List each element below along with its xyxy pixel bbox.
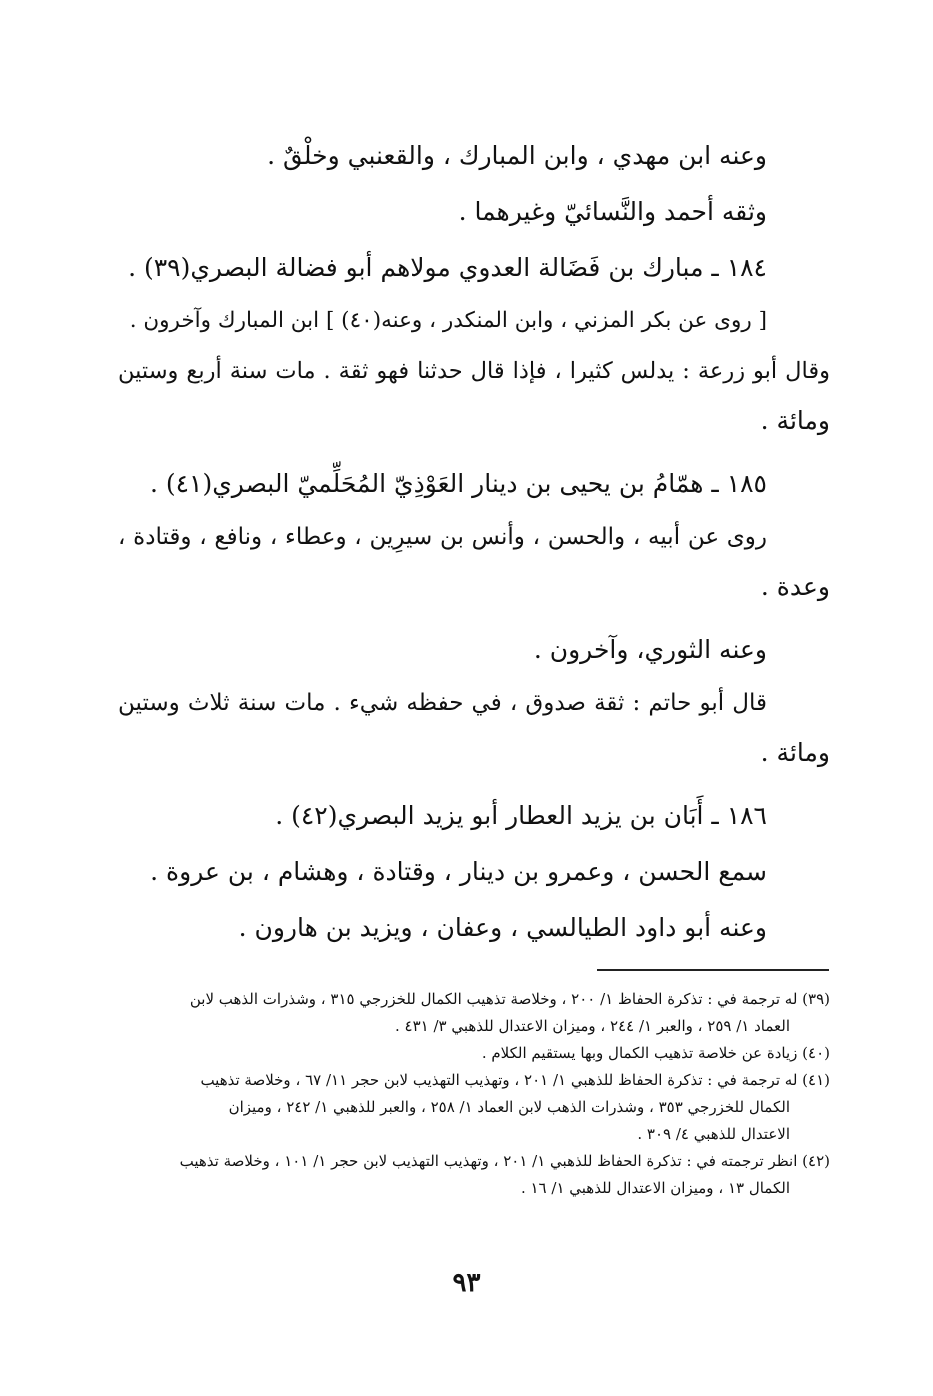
text-line: وعنه أبو داود الطيالسي ، وعفان ، ويزيد بن هارون .	[238, 913, 767, 942]
footnote-42-cont: الكمال ١٣ ، وميزان الاعتدال للذهبي ١/ ١٦ .	[520, 1179, 790, 1197]
text-line: [ روى عن بكر المزني ، وابن المنكدر ، وعنه(٤٠) ] ابن المبارك وآخرون .	[129, 308, 767, 333]
text-line: وقال أبو زرعة : يدلس كثيرا ، فإذا قال حدثنا فهو ثقة . مات سنة أربع وستين	[118, 358, 830, 384]
text-line: قال أبو حاتم : ثقة صدوق ، في حفظه شيء . مات سنة ثلاث وستين	[118, 690, 767, 716]
entry-heading-185: ١٨٥ ـ همّامُ بن يحيى بن دينار العَوْذِيّ المُحَلِّميّ البصري(٤١) .	[149, 469, 767, 498]
page-number: ٩٣	[452, 1268, 481, 1298]
footnote-42: (٤٢) انظر ترجمته في : تذكرة الحفاظ للذهبي ١/ ٢٠١ ، وتهذيب التهذيب لابن حجر ١/ ١٠١ ، وخلاصة تذهيب	[179, 1152, 830, 1170]
text-line: وثقه أحمد والنَّسائيّ وغيرهما .	[458, 197, 767, 226]
footnote-39: (٣٩) له ترجمة في : تذكرة الحفاظ ١/ ٢٠٠ ، وخلاصة تذهيب الكمال للخزرجي ٣١٥ ، وشذرات الذهب لابن	[189, 990, 830, 1008]
footnote-39-cont: العماد ١/ ٢٥٩ ، والعبر ١/ ٢٤٤ ، وميزان الاعتدال للذهبي ٣/ ٤٣١ .	[394, 1017, 790, 1035]
footnote-41-cont: الكمال للخزرجي ٣٥٣ ، وشذرات الذهب لابن العماد ١/ ٢٥٨ ، والعبر للذهبي ١/ ٢٤٢ ، وميزان	[228, 1098, 790, 1116]
text-line: ومائة .	[760, 738, 830, 767]
footnotes	[118, 986, 830, 1202]
text-line: وعنه الثوري، وآخرون .	[533, 635, 767, 664]
main-text	[118, 128, 830, 956]
footnote-41-cont: الاعتدال للذهبي ٤/ ٣٠٩ .	[637, 1125, 790, 1143]
text-line: سمع الحسن ، وعمرو بن دينار ، وقتادة ، وهشام ، بن عروة .	[150, 857, 767, 886]
text-line: ومائة .	[760, 406, 830, 435]
entry-heading-186: ١٨٦ ـ أَبَان بن يزيد العطار أبو يزيد البصري(٤٢) .	[275, 801, 767, 830]
footnote-41: (٤١) له ترجمة في : تذكرة الحفاظ للذهبي ١/ ٢٠١ ، وتهذيب التهذيب لابن حجر ١١/ ٦٧ ، وخلاصة تذهيب	[200, 1071, 830, 1089]
entry-heading-184: ١٨٤ ـ مبارك بن فَضَالة العدوي مولاهم أبو فضالة البصري(٣٩) .	[128, 253, 767, 282]
text-line: روى عن أبيه ، والحسن ، وأنس بن سيرِين ، وعطاء ، ونافع ، وقتادة ،	[118, 524, 767, 550]
footnote-40: (٤٠) زيادة عن خلاصة تذهيب الكمال وبها يستقيم الكلام .	[481, 1044, 830, 1062]
text-line: وعنه ابن مهدي ، وابن المبارك ، والقعنبي وخلْقٌ .	[267, 141, 767, 170]
text-line: وعدة .	[760, 572, 830, 601]
footnote-divider	[597, 969, 829, 971]
